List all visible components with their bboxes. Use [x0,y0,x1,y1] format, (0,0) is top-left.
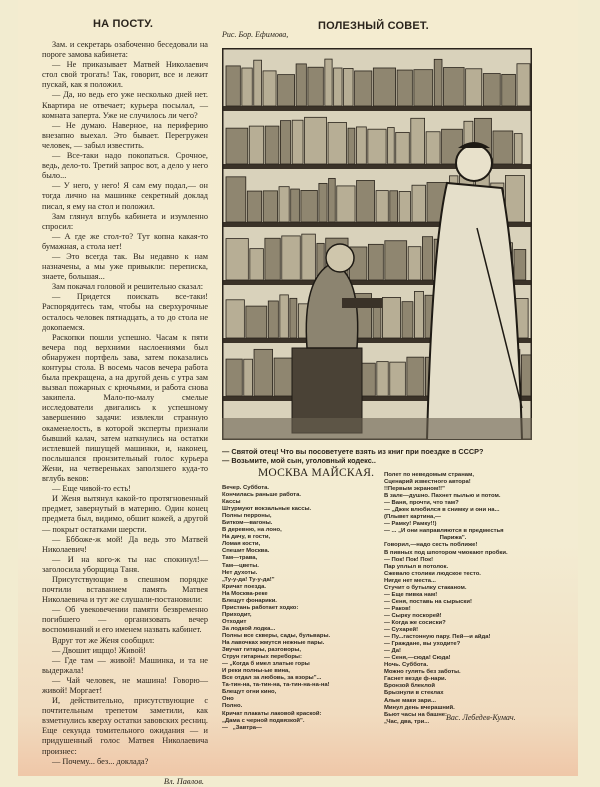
poem-line: В деревню, на лоно, [222,527,282,534]
poem-line: Полет по неведомым странам, [384,472,475,478]
poem-line: Нигде нет места... [384,577,436,584]
book-spine [397,70,412,106]
poem-line: — Сырку поскорей! [384,612,442,619]
book-spine [226,128,248,164]
poem-line: — Пу...гастонную пару. Пей—и айда! [384,634,491,641]
poem-line: Пар уплыл в потолок. [384,563,449,570]
poem-line: Гаснет везде ф-нари. [384,676,447,683]
poem-line: Отходит [222,618,247,625]
book-spine [493,131,513,164]
poem-line: Кричат плакаты лаковой краской: [222,710,322,717]
poem-line: — ... „И они направляются в предместья [384,528,504,535]
poem-line: — Рамку! Рамку!!) [384,521,437,528]
book-spine [263,71,276,106]
poem-line: Битком—вагоны. [222,520,273,527]
book-spine [296,64,306,106]
story-paragraph: Вдруг тот же Женя сообщил: [52,635,155,645]
story-paragraph: — Почему... без... доклада? [52,756,149,766]
book-spine [373,304,381,338]
poem-line: Алые маки зари... [384,697,436,704]
story-paragraph: — Бббоже-ж мой! Да ведь это Матвей Николаевич! [42,534,208,554]
book-spine [466,69,482,106]
book-spine [226,300,244,338]
book-spine [408,247,421,280]
story-paragraph: — Это всегда так. Вы недавно к нам назначены, а мы уже привыкли: переписка, знаете, большая... [42,251,208,282]
poem-line: Полно. [222,703,243,710]
story-paragraph: Зам глянул вглубь кабинета и изумленно спросил: [42,211,208,231]
poem-line: В зале—душно. Пахнет пылью и потом. [384,493,501,500]
book-spine [399,191,410,222]
poem-title: МОСКВА МАЙСКАЯ. [258,467,375,479]
poem-line: Струн гитарных переборы: [222,654,302,661]
book-spine [226,359,242,396]
book-spine [242,68,252,106]
book-spine [319,183,327,222]
book-spine [483,74,500,106]
book-spine [368,129,386,164]
book-spine [376,191,388,222]
book-spine [250,249,264,280]
story-paragraph: И, действительно, присутствующие с почтительным трепетом заметили, как взметнулись кверху остатки завовских ресниц. Еще секунда томительного ожидания — и придушенный голос Матвея Николаевича произнес: [42,696,208,756]
poem-line: — Сеня, поставь на сырыски! [384,598,472,605]
poem-line: Вечер. Суббота. [222,485,270,491]
poem-line: Нет духоты. [222,569,258,576]
book-spine [263,191,277,222]
poem-line: За лодкой лодка... [222,625,276,632]
book-spine [280,121,290,164]
poem-line: На дачу, в гости, [222,534,271,541]
poem-line: — Раков! [384,605,411,612]
poem-column-left [222,485,330,732]
poem-line: Кончилась раньше работа. [222,492,301,499]
poem-line: Спешит Москва. [222,548,270,555]
book-spine [265,238,280,280]
poem-line: На Москва-реке [222,590,268,597]
poem-line: Сжевало столики людское тесто. [384,570,481,577]
book-spine [390,362,406,396]
book-spine [390,191,398,222]
story-paragraph: Зам. и секретарь озабоченно беседовали на пороге замова кабинета: [42,40,208,60]
book-spine [247,191,261,222]
book-spine [388,128,395,164]
poem-line: (Плывет картина,— [384,514,441,521]
poem-line: „Дама с черной подвязкой". [222,717,305,724]
poem-line: Блещут фонарики. [222,597,277,604]
poem-line: Сценарий известного автора! [384,479,471,486]
poem-line: — „Джек влюбился в снимку и они на... [384,507,500,514]
story-paragraph: — Об увековечении памяти безвременно погибшего — организовать вечер воспоминаний и его именем назвать кабинет. [42,605,208,635]
book-spine [402,302,413,338]
book-spine [280,295,289,338]
story-paragraph: — Двошит ищщо! Живой! [52,645,146,655]
book-spine [274,358,294,396]
book-spine [505,176,524,222]
poem-line: „Ту-у-да! Ту-у-да!" [222,576,275,583]
story-paragraph: Присутствующие в спешном порядке почтили вставанием память Матвея Николаевича и тут же слушали-постановили: [42,574,208,605]
book-spine [334,68,342,106]
book-spine [302,234,316,280]
poem-line: Звучат гитары, разговоры, [222,647,302,654]
book-spine [246,306,267,338]
book-spine [356,127,366,164]
poem-line: Штурмуют вокзальные кассы. [222,506,312,513]
story-paragraph: Зам покачал головой и решительно сказал: [52,282,204,292]
poem-line: — „Когда б имел златые горы [222,661,310,668]
book-spine [249,126,263,164]
poem-line: !!Первым экраном!!" [384,486,445,493]
poem-line: — Еще пивка нам! [384,591,438,598]
book-spine [426,132,440,164]
book-spine [328,122,346,164]
story-paragraph: — Да, но ведь его уже несколько дней нет. Квартира не отвечает; курьера посылал, — комната заперта. Уже не случилось ли чего? [42,90,208,120]
book-spine [290,298,297,338]
poem-line: Там—трава, [222,555,258,562]
poem-line: Можно гулять без заботы. [384,669,461,676]
poem-line: Там—цветы. [222,562,259,569]
story-signature: Вл. Павлов. [163,776,204,786]
poem-line: Парижа". [384,535,467,542]
book-spine [434,59,442,106]
shelf-board [222,106,532,111]
poem-line: — „Завтра— [222,724,262,731]
poem-line: „Час, два, три... [384,718,430,725]
cartoon-illustration [222,48,532,440]
book-spine [305,117,327,164]
poem-line: — Когда же сосиски? [384,619,446,626]
poem-line: — Сеня,—сюда! Сюда! [384,655,451,662]
poem-line: На лавочках жмутся нежные пары. [222,640,325,647]
book-spine [514,134,522,164]
poem-line: Говорил,—надо сесть поближе! [384,542,478,549]
caption-line: — Святой отец! Что вы посоветуете взять из книг при поездке в СССР? [222,447,484,456]
poem-line: — Да! [384,648,401,655]
book-spine [278,75,295,106]
story-paragraph: — Не приказывает Матвей Николаевич стол свой трогать! Так, говорит, все и лежит пускай, как я положил. [42,60,208,90]
book-spine [308,67,323,106]
poem-line: Брызнули в стеклах [384,690,444,697]
book-spine [385,241,407,280]
book-spine [414,70,433,106]
story-paragraph: И Женя вытянул какой-то протягновенный предмет, завернутый в материю. Один конец предмета был, видимо, обшит кожей, а другой — покрыт остатками шерсти. [42,494,208,534]
poem-line: В пивных под шпотором чмокают пробки. [384,549,508,556]
book-spine [268,301,278,338]
book-spine [517,64,530,106]
story-paragraph: — Еще чивой-то есть! [52,484,131,494]
poem-line: Ночь. Суббота. [384,662,429,669]
book-spine [521,355,532,396]
book-spine [291,189,300,222]
poem-line: Бьют часы на башне: [384,711,447,718]
story-paragraph: — У него, у него! Я сам ему подал,— он тогда лично на машинке секретный доклад писал, я ему на стол и положил. [42,181,208,211]
poem-column-right [384,472,508,726]
book-spine [382,297,400,338]
book-spine [282,236,301,280]
book-spine [443,68,464,106]
book-spine [254,349,273,396]
poem-line: Стучит о бутылку стаканом. [384,584,467,591]
story-paragraph: Раскопки пошли успешно. Часам к пяти вечера под верхними наслоениями был обнаружен портфель зава, затем показались контуры стола. В восемь часов вечера работа была прекращена, а на другой день с утра зам вызвал пожарных с крючьями, и работа снова закипела. Мало-по-малу смелые исследователи двигались к успешному завершению задачи: извлекли странную окаменелость, в которой эксперты признали бывший калач, затем наткнулись на остатки истлевшей пишущей машинки, и, наконец, послышался пронзительный голос курьера Жени, на четвереньках заползшего куда-то вглубь веков: [42,332,208,484]
book-spine [514,250,526,280]
book-spine [226,239,248,280]
book-spine [344,68,354,106]
book-spine [422,237,432,280]
book-spine [373,68,395,106]
book-spine [265,126,279,164]
story-title: НА ПОСТУ. [93,18,154,30]
book-spine [502,74,516,106]
poem-line: Кассы [222,499,241,506]
story-paragraph: — Придется поискать все-таки! Распорядитесь там, чтобы на сверхурочные осталось человек пятнадцать, а то до стола не докопаемся. [42,292,208,332]
book-spine [254,60,262,106]
poem-line: И реки полны-ые вина, [222,668,290,675]
cartoon-credit: Рис. Бор. Ефимова, [222,30,289,39]
book-spine [357,180,375,222]
book-spine [244,359,253,396]
cartoon-caption [222,447,484,465]
book-spine [377,362,388,396]
story-paragraph: — Чай человек, не машина! Говорю— живой! Моргает! [42,675,208,695]
poem-line: Полны перроны, [222,513,272,520]
poem-line: Блещут огни кино, [222,689,277,696]
book-spine [325,59,332,106]
poem-line: Оно [222,696,234,703]
poem-line: Минул день вчерашний. [384,704,455,711]
book-spine [226,66,240,106]
caption-line: — Возьмите, мой сын, уголовный кодекс.. [222,456,376,465]
book-spine [368,244,383,280]
book-spine [414,291,423,338]
book-spine [407,357,424,396]
book-spine [292,120,303,164]
poem-line: Та-тин-на, та-тин-на, та-тин-на-на-на! [222,682,330,689]
cartoon-title: ПОЛЕЗНЫЙ СОВЕТ. [318,20,429,32]
story-paragraph: — Все-таки надо покопаться. Срочное, ведь, дело-то. Третий запрос вот, а дело у него было... [42,151,208,181]
book-spine [337,186,355,222]
poem-line: Пристань работает ходко: [222,604,299,611]
story-paragraph: — А где же стол-то? Тут копна какая-то бумажная, а стола нет! [42,231,208,251]
story-paragraph: — Не думаю. Наверное, на периферию внезапно выехал. Это бывает. Перегружен человек, — забыл известить. [42,120,208,150]
book-spine [396,132,410,164]
book-spine [361,363,375,396]
poem-line: Кричат поезда. [222,583,267,590]
story-paragraph: — Где там — живой! Машинка, и та не выдержала! [42,655,208,675]
poem-signature: Вас. Лебедев-Кумач. [446,713,516,722]
story-paragraph: — И на кого-ж ты нас спокинул!— заголосила уборщица Таня. [42,554,208,574]
poem-line: — Сухарей! [384,627,419,634]
poem-line: Полны все скверы, сады, бульвары. [222,632,331,639]
book-spine [411,118,425,164]
book-spine [412,185,426,222]
story-column [42,40,208,787]
book-spine [301,190,317,222]
book-spine [226,177,246,222]
poem-line: Все отдал за любовь, за взоры"... [222,675,322,682]
poem-line: Бронзой блеклой [384,683,435,690]
poem-line: Приходит, [222,611,252,618]
poem-line: — Граждане, вы уходите? [384,641,461,648]
poem-line: Ломая кости, [222,541,261,548]
poem-line: — Ваня, прочти, что там? [384,500,459,507]
book-spine [348,128,355,164]
book-spine [279,187,289,222]
book-spine [329,178,336,222]
poem-line: — Пок! Пок! Пок! [384,556,434,563]
book-spine [355,71,372,106]
